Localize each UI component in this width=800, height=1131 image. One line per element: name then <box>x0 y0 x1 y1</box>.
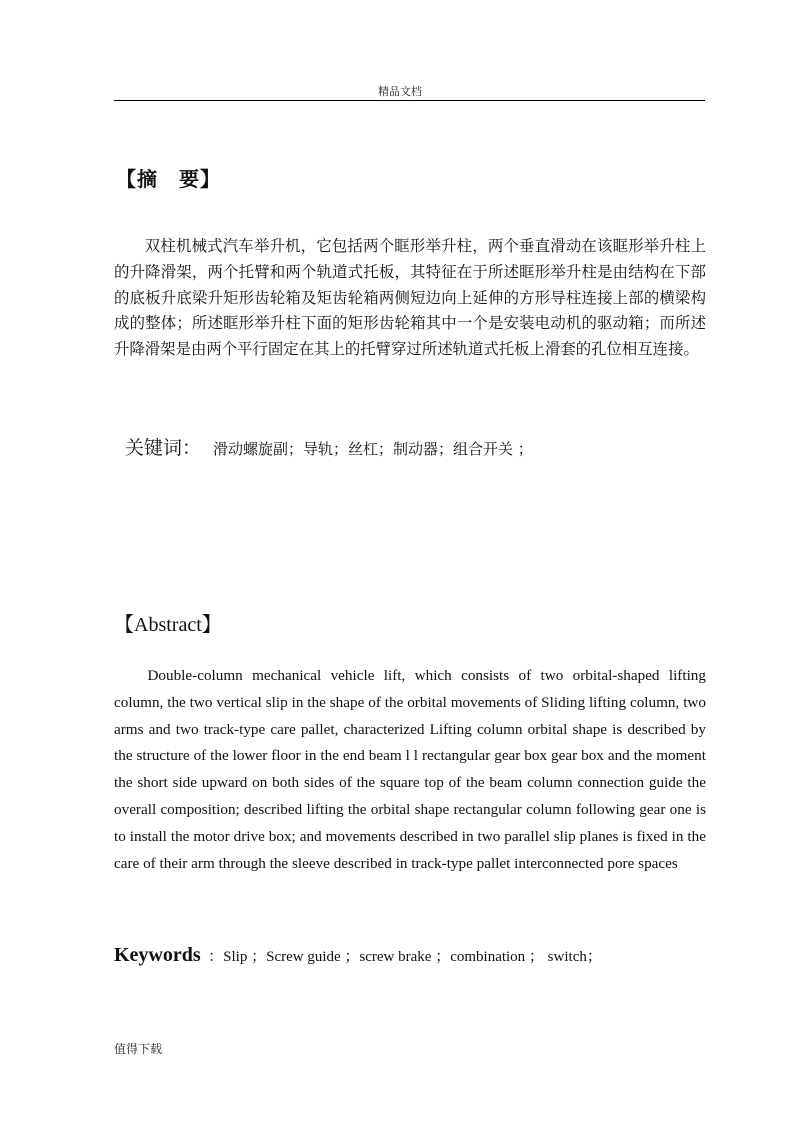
keywords-cn-text: 滑动螺旋副；导轨；丝杠；制动器；组合开关 ； <box>213 440 533 458</box>
page-footer: 值得下载 <box>114 1042 163 1056</box>
keywords-en <box>114 944 602 967</box>
keywords-cn <box>125 433 533 460</box>
keywords-cn-label: 关键词： <box>125 437 202 459</box>
abstract-en-heading: 【Abstract】 <box>114 614 222 636</box>
abstract-cn-heading: 【摘 要】 <box>116 167 221 191</box>
abstract-en-body: Double-column mechanical vehicle lift, which consists of two orbital-shaped lifting column, the two vertical slip in the shape of the orbital movements of Sliding lifting column, two arms and two track-type care pallet, characterized Lifting column orbital shape is described by the structure of the lower floor in the end beam l l rectangular gear box gear box and the moment the short side upward on both sides of the square top of the beam column connection guide the overall composition; described lifting the orbital shape rectangular column following gear one is to install the motor drive box; and movements described in two parallel slip planes is fixed in the care of their arm through the sleeve described in track-type pallet interconnected pore spaces <box>114 667 706 872</box>
abstract-cn-body: 双柱机械式汽车举升机，它包括两个眶形举升柱，两个垂直滑动在该眶形举升柱上的升降滑架，两个托臂和两个轨道式托板，其特征在于所述眶形举升柱是由结构在下部的底板升底梁升矩形齿轮箱及矩齿轮箱两侧短边向上延伸的方形导柱连接上部的横梁构成的整体；所述眶形举升柱下面的矩形齿轮箱其中一个是安装电动机的驱动箱；而所述升降滑架是由两个平行固定在其上的托臂穿过所述轨道式托板上滑套的孔位相互连接。 <box>114 237 706 359</box>
header-divider <box>114 100 705 101</box>
keywords-en-text: ：Slip ；Screw guide ；screw brake ；combination ； switch； <box>208 949 602 965</box>
keywords-en-label: Keywords <box>114 944 201 966</box>
page-header: 精品文档 <box>378 85 422 98</box>
